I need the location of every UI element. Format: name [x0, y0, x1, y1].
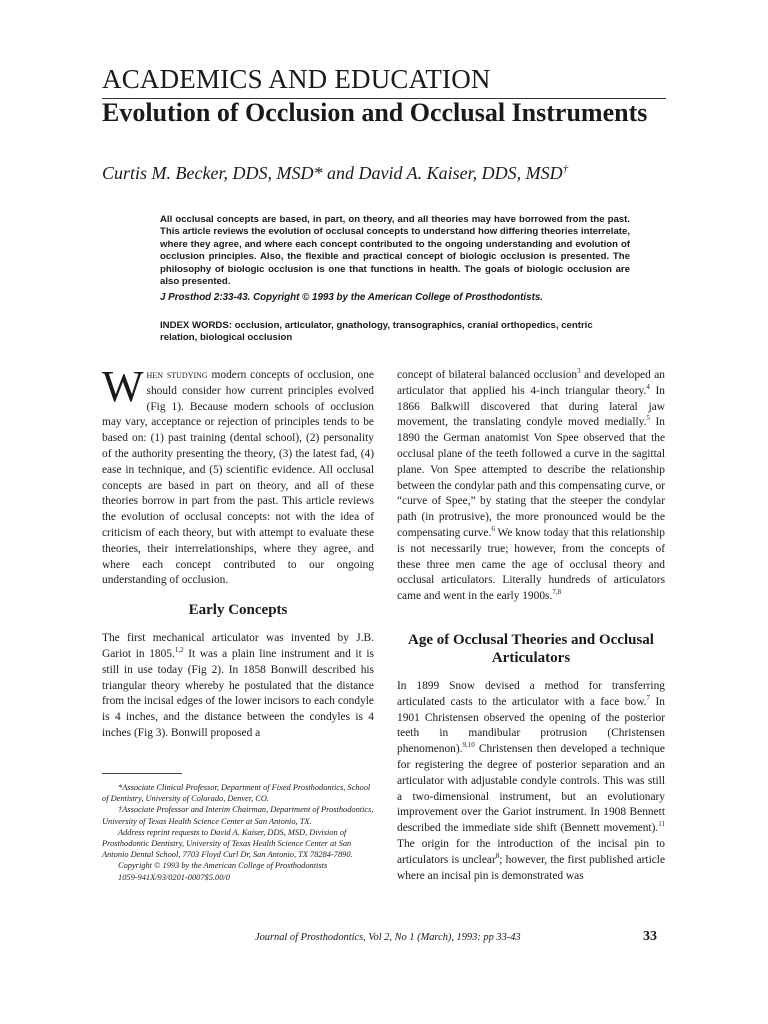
- intro-text: modern concepts of occlusion, one should consider how current principles evolved (Fig 1). Because modern schools of occlusion may vary, acceptance or rejection of principles tends to be based on: (1) past training (dental school), (2) personality of the authority presenting the theory, (3) the latest fad, (4) ease in technique, and (5) scientific evidence. All occlusal concepts are based in part on theory, and all of these theories borrow in part from the past. This article reviews the evolution of occlusal concepts: not with the idea of criticism of each theory, but with attempt to evaluate these theories, their interrelationships, where they agree, and where each concept contributed to our ongoing understanding of occlusion.: [102, 369, 374, 587]
- citation-line: J Prosthod 2:33-43. Copyright © 1993 by the American College of Prosthodontists.: [160, 292, 544, 303]
- right-paragraph-2: [397, 679, 665, 884]
- author-1-mark: *: [313, 163, 323, 183]
- author-2-mark: †: [562, 163, 569, 175]
- text-run: The origin for the introduction of the incisal pin to articulators is unclear: [397, 837, 665, 866]
- text-run: Christensen then developed a technique for registering the degree of posterior separation and an articulator with adjustable condyle controls. This was still a two-dimensional instrument, but an evolutionary improvement over the Gariot instrument. In 1908 Bennett described the immediate side shift (Bennett movement).: [397, 743, 665, 835]
- footnotes: [102, 782, 374, 883]
- author-1: Curtis M. Becker, DDS, MSD: [102, 163, 314, 183]
- footnote: Address reprint requests to David A. Kaiser, DDS, MSD, Division of Prosthodontic Dentistry, University of Texas Health Science Center at San Antonio Dental School, 7703 Floyd Curl Dr, San Antonio, TX 78284-7890.: [102, 827, 353, 860]
- reference-marker: 5: [646, 414, 650, 423]
- reference-marker: 7: [646, 693, 651, 702]
- section-heading: ACADEMICS AND EDUCATION: [102, 64, 491, 94]
- author-line: [102, 163, 568, 184]
- drop-cap: W: [102, 362, 144, 411]
- lead-in: hen studying: [146, 369, 208, 381]
- abstract: [160, 214, 630, 288]
- footnote: *Associate Clinical Professor, Department of Fixed Prosthodontics, School of Dentistry, University of Colorado, Denver, CO.: [102, 783, 371, 804]
- footnote-rule: [102, 773, 182, 774]
- text-run: It was a plain line instrument and it is still in use today (Fig 2). In 1858 Bonwill described his triangular theory whereby he postulated that the distance from the incisal edges of the lower incisors to each condyle is 4 inches, and the distance between the condyles is 4 inches (Fig 3). Bonwill proposed a: [102, 647, 374, 739]
- footnote: 1059-941X/93/0201-0007$5.00/0: [118, 872, 230, 882]
- index-words: INDEX WORDS: occlusion, articulator, gnathology, transographics, cranial orthopedics, centric relation, biological occlusion: [160, 320, 593, 344]
- text-run: concept of bilateral balanced occlusion: [397, 369, 578, 381]
- text-run: and developed an articulator that applied his 4-inch triangular theory.: [397, 369, 665, 397]
- article-title: Evolution of Occlusion and Occlusal Instruments: [102, 98, 648, 127]
- author-2: David A. Kaiser, DDS, MSD: [358, 163, 563, 183]
- reference-marker: 7,8: [552, 588, 562, 597]
- journal-footer: Journal of Prosthodontics, Vol 2, No 1 (March), 1993: pp 33-43: [255, 932, 521, 943]
- author-and: and: [326, 163, 354, 183]
- early-concepts-paragraph: [102, 631, 374, 742]
- left-column: [102, 362, 374, 742]
- text-run: In 1866 Balkwill discovered that during lateral jaw movement, the translating condyle moved medially.: [397, 384, 665, 429]
- text-run: In 1901 Christensen observed the opening of the posterior teeth in mandibular protrusion (Christensen phenomenon).: [397, 695, 665, 756]
- subheading-early-concepts: Early Concepts: [188, 602, 288, 619]
- subheading-age-of-theories: Age of Occlusal Theories and Occlusal Articulators: [408, 631, 654, 666]
- intro-paragraph: [102, 362, 374, 589]
- reference-marker: 9,10: [462, 741, 475, 750]
- footnote: Copyright © 1993 by the American College of Prosthodontists: [118, 861, 328, 871]
- text-run: In 1899 Snow devised a method for transferring articulated casts to the articulator with a face bow.: [397, 679, 665, 708]
- text-run: ; however, the first published article where an incisal pin is demonstrated was: [397, 853, 666, 882]
- reference-marker: 11: [658, 820, 665, 829]
- text-run: In 1890 the German anatomist Von Spee observed that the occlusal plane of the teeth followed a curve in the sagittal plane. Von Spee attempted to describe the relationship between the condylar path and this compensating curve, or “curve of Spee,” by stating that the steeper the condylar path (in protrusive), the more pronounced would be the compensating curve.: [397, 416, 665, 539]
- reference-marker: 3: [577, 367, 581, 376]
- right-column: [397, 368, 665, 884]
- right-paragraph-1: [397, 368, 665, 605]
- reference-marker: 1,2: [174, 646, 184, 655]
- page-number: 33: [643, 929, 657, 944]
- reference-marker: 4: [646, 383, 650, 391]
- text-run: The first mechanical articulator was invented by J.B. Gariot in 1805.: [102, 632, 374, 660]
- abstract-text: All occlusal concepts are based, in part, on theory, and all theories may have borrowed from the past. This article reviews the evolution of occlusal concepts to understand how differing theories interrelate, where they agree, and where each concept contributed to the ongoing understanding and evolution of occlusion principles. Also, the flexible and practical concept of biologic occlusion is presented. The philosophy of biologic occlusion is one that functions in health. The goals of biologic occlusion are also presented.: [160, 214, 630, 288]
- footnote: †Associate Professor and Interim Chairman, Department of Prosthodontics, University of Texas Health Science Center at San Antonio, TX.: [102, 805, 374, 826]
- reference-marker: 6: [491, 525, 495, 534]
- reference-marker: 8: [495, 851, 500, 860]
- text-run: We know today that this relationship is not necessarily true; however, from the concepts of these three men came the age of occlusal theory and occlusal articulators. Literally hundreds of articulators came and went in the early 1900s.: [397, 526, 665, 603]
